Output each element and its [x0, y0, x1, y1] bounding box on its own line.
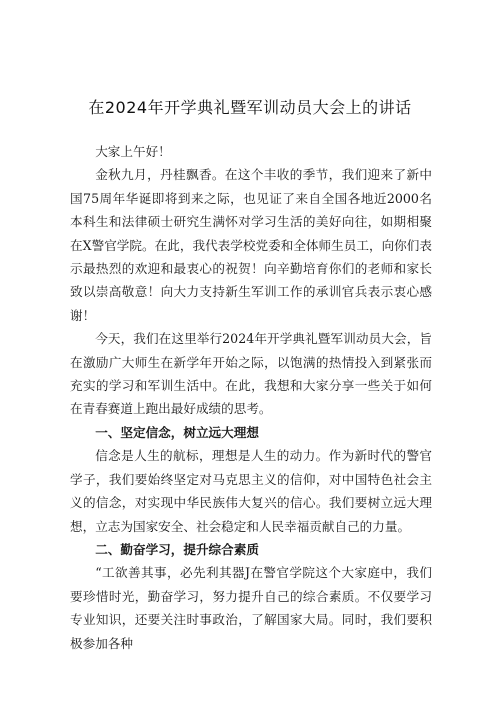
paragraph-purpose: 今天，我们在这里举行2024年开学典礼暨军训动员大会，旨在激励广大师生在新学年开始之际，以饱满的热情投入到紧张而充实的学习和军训生活中。在此，我想和大家分享一些关于如何在青春赛道上跑出最好成绩的思考。	[70, 331, 432, 417]
document-title: 在2024年开学典礼暨军训动员大会上的讲话	[88, 98, 412, 117]
section-heading-1: 一、坚定信念，树立远大理想	[95, 424, 259, 440]
document-body	[70, 140, 432, 655]
section-heading-2: 二、勤奋学习，提升综合素质	[95, 541, 259, 557]
section-text-1: 信念是人生的航标，理想是人生的动力。作为新时代的警官学子，我们要始终坚定对马克思主义的信仰，对中国特色社会主义的信念，对实现中华民族伟大复兴的信心。我们要树立远大理想，立志为国家安全、社会稳定和人民幸福贡献自己的力量。	[70, 448, 432, 534]
paragraph-opening: 金秋九月，丹桂飘香。在这个丰收的季节，我们迎来了新中国75周年华诞即将到来之际，也见证了来自全国各地近2000名本科生和法律硕士研究生满怀对学习生活的美好向往，如期相聚在X警官学院。在此，我代表学校党委和全体师生员工，向你们表示最热烈的欢迎和最衷心的祝贺！向辛勤培育你们的老师和家长致以崇高敬意！向大力支持新生军训工作的承训官兵表示衷心感谢！	[70, 167, 432, 323]
greeting: 大家上午好！	[95, 144, 171, 159]
section-text-2: “工欲善其事，必先利其器J在警官学院这个大家庭中，我们要珍惜时光，勤奋学习，努力提升自己的综合素质。不仅要学习专业知识，还要关注时事政治，了解国家大局。同时，我们要积极参加各种	[70, 565, 432, 651]
